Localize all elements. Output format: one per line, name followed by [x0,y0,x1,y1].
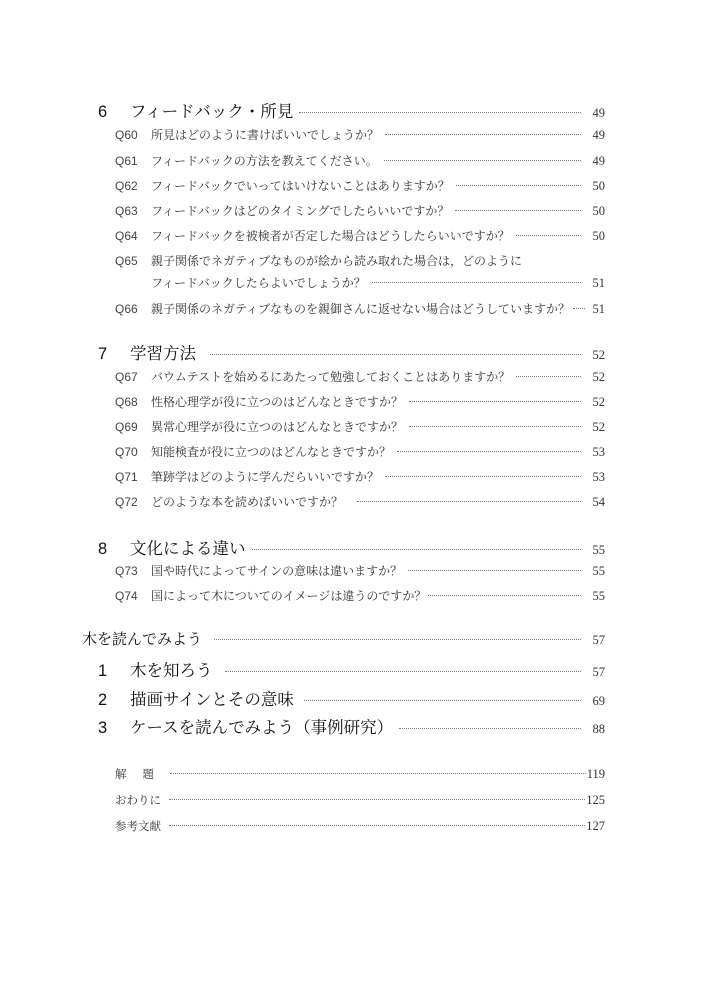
question-text: フィードバックはどのタイミングでしたらいいですか？ [151,204,450,218]
section-title: 文化による違い [130,539,246,558]
question-id: Q62 [115,179,138,193]
page-number: 88 [592,722,605,736]
back-matter-title: 解題 [115,767,170,781]
question-id: Q65 [115,254,138,268]
dot-leader [455,210,581,211]
toc-question[interactable] [115,126,605,143]
page-number: 51 [592,276,605,290]
toc-question[interactable] [115,468,605,485]
toc-section-6[interactable] [98,98,605,122]
question-text: バウムテストを始めるにあたって勉強しておくことはありますか？ [151,370,511,384]
page-number: 52 [592,370,605,384]
back-matter-title: 参考文献 [115,819,161,833]
dot-leader [169,799,585,800]
toc-question[interactable] [115,418,605,435]
page-number: 119 [586,767,605,781]
page-number: 125 [586,793,605,807]
toc-question-continuation[interactable] [151,274,605,291]
question-id: Q63 [115,204,138,218]
question-text: 筆跡学はどのように学んだらいいですか？ [151,470,380,484]
dot-leader [372,282,581,283]
toc-question-multiline[interactable] [115,252,605,269]
page-number: 57 [592,633,605,647]
dot-leader [516,376,581,377]
toc-back-matter-item[interactable] [115,818,605,834]
dot-leader [210,354,581,355]
chapter-title: 描画サインとその意味 [130,690,294,709]
question-id: Q69 [115,420,138,434]
question-id: Q66 [115,302,138,316]
question-text: フィードバックでいってはいけないことはありますか？ [151,179,450,193]
page-number: 50 [592,229,605,243]
page-number: 55 [592,589,605,603]
question-id: Q73 [115,564,138,578]
page-number: 53 [592,445,605,459]
chapter-number: 1 [98,662,108,680]
page-number: 55 [592,543,605,557]
dot-leader [357,501,581,502]
dot-leader [214,639,581,640]
page-number: 50 [592,179,605,193]
question-text: 親子関係でネガティブなものが絵から読み取れた場合は，どのように [151,254,523,268]
question-text: 所見はどのように書けばいいでしょうか？ [151,128,380,142]
dot-leader [516,235,581,236]
page-number: 69 [592,694,605,708]
page-number: 49 [592,128,605,142]
toc-question[interactable] [115,152,605,169]
dot-leader [384,160,581,161]
question-id: Q67 [115,370,138,384]
toc-question[interactable] [115,177,605,194]
question-text: 知能検査が役に立つのはどんなときですか？ [151,445,392,459]
dot-leader [225,671,582,672]
question-id: Q61 [115,154,138,168]
page-number: 49 [592,106,605,120]
chapter-title: ケースを読んでみよう（事例研究） [130,718,394,737]
question-text: 国によって木についてのイメージは違うのですか？ [151,589,427,603]
section-number: 7 [98,345,108,363]
dot-leader [170,773,586,774]
page-number: 49 [592,154,605,168]
question-text: 国や時代によってサインの意味は違いますか？ [151,564,403,578]
dot-leader [573,308,585,309]
page-number: 51 [592,302,605,316]
toc-chapter-2[interactable] [98,686,605,710]
dot-leader [399,728,581,729]
toc-question[interactable] [115,393,605,410]
section-title: 学習方法 [130,344,196,363]
dot-leader [408,570,581,571]
toc-chapter-1[interactable] [98,657,605,681]
page-number: 55 [592,564,605,578]
question-id: Q70 [115,445,138,459]
dot-leader [385,476,581,477]
question-text: 親子関係のネガティブなものを親御さんに返せない場合はどうしていますか？ [151,302,571,316]
toc-question[interactable] [115,300,605,317]
toc-section-8[interactable] [98,535,605,559]
page-number: 52 [592,395,605,409]
question-text: 異常心理学が役に立つのはどんなときですか？ [151,420,404,434]
question-id: Q74 [115,589,138,603]
toc-question[interactable] [115,587,605,604]
dot-leader [299,112,581,113]
toc-chapter-3[interactable] [98,714,605,738]
section-title: フィードバック・所見 [130,102,294,121]
toc-question[interactable] [115,443,605,460]
page-number: 50 [592,204,605,218]
toc-question[interactable] [115,368,605,385]
toc-question[interactable] [115,493,605,510]
section-number: 6 [98,103,108,121]
chapter-number: 2 [98,691,108,709]
dot-leader [304,700,581,701]
back-matter-title: おわりに [115,793,161,807]
question-id: Q71 [115,470,138,484]
dot-leader [409,426,581,427]
toc-back-matter-item[interactable] [115,792,605,808]
question-text-continued: フィードバックしたらよいでしょうか？ [151,276,366,290]
section-number: 8 [98,540,108,558]
question-text: どのような本を読めばいいですか？ [151,495,344,509]
chapter-title: 木を知ろう [130,661,213,680]
page-number: 53 [592,470,605,484]
toc-part-heading[interactable] [82,628,605,649]
toc-question[interactable] [115,202,605,219]
question-text: フィードバックを被検者が否定した場合はどうしたらいいですか？ [151,229,510,243]
question-text: 性格心理学が役に立つのはどんなときですか？ [151,395,404,409]
question-text: フィードバックの方法を教えてください。 [151,154,378,168]
page-number: 127 [586,819,605,833]
page-number: 54 [592,495,605,509]
dot-leader [409,401,581,402]
dot-leader [397,451,581,452]
question-id: Q72 [115,495,138,509]
question-id: Q68 [115,395,138,409]
dot-leader [169,825,585,826]
toc-back-matter-item[interactable] [115,766,605,782]
dot-leader [385,134,581,135]
dot-leader [456,185,581,186]
page-number: 57 [592,665,605,679]
question-id: Q60 [115,128,138,142]
part-title: 木を読んでみよう [82,630,203,648]
toc-question[interactable] [115,227,605,244]
page-number: 52 [592,420,605,434]
page-number: 52 [592,348,605,362]
dot-leader [252,549,582,550]
toc-question[interactable] [115,562,605,579]
chapter-number: 3 [98,719,108,737]
dot-leader [428,595,581,596]
toc-section-7[interactable] [98,340,605,364]
question-id: Q64 [115,229,138,243]
